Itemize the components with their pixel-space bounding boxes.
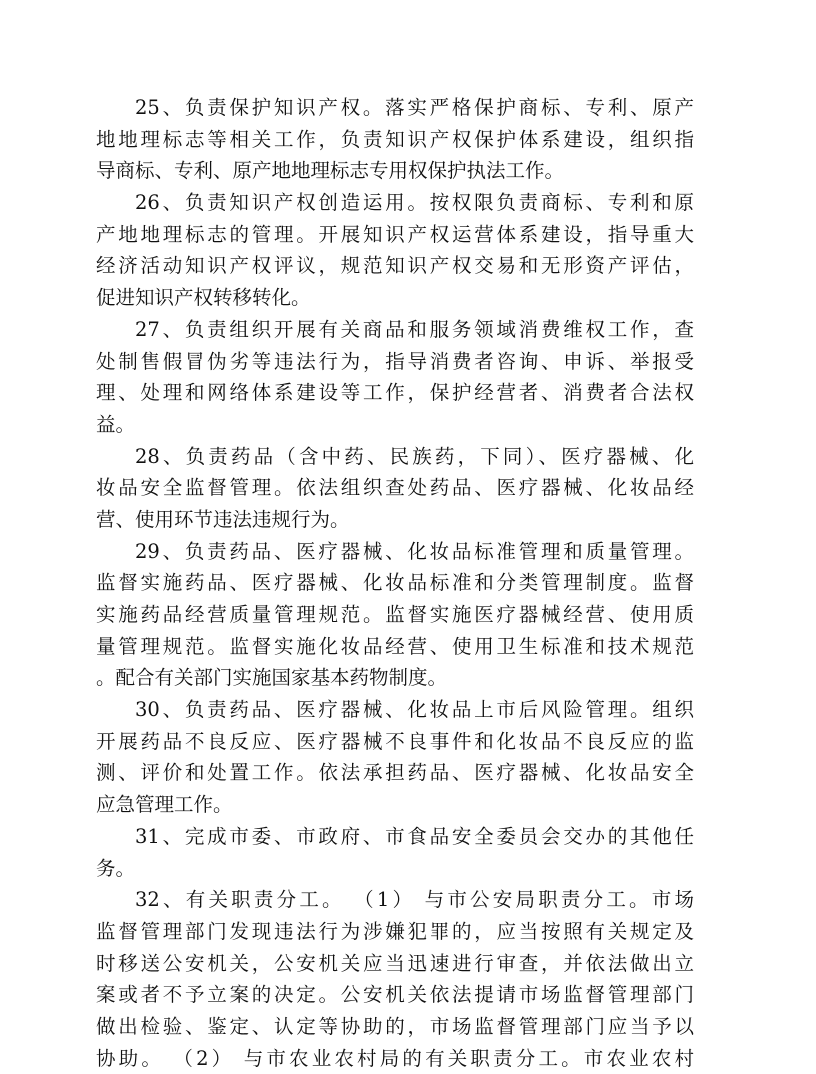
paragraph-line: 导商标、专利、原产地地理标志专用权保护执法工作。 [96,159,565,183]
paragraph-line: 营、使用环节违法违规行为。 [96,507,350,531]
paragraph-line: 监督实施药品、医疗器械、化妆品标准和分类管理制度。监督 [96,571,694,595]
paragraph-line: 27、负责组织开展有关商品和服务领域消费维权工作，查 [135,317,694,341]
paragraph-line: 处制售假冒伪劣等违法行为，指导消费者咨询、申诉、举报受 [96,349,694,373]
paragraph-line: 。配合有关部门实施国家基本药物制度。 [96,666,448,690]
paragraph-line: 实施药品经营质量管理规范。监督实施医疗器械经营、使用质 [96,603,694,626]
paragraph-line: 监督管理部门发现违法行为涉嫌犯罪的，应当按照有关规定及 [96,919,694,943]
paragraph-line: 量管理规范。监督实施化妆品经营、使用卫生标准和技术规范 [96,634,694,658]
paragraph-line: 31、完成市委、市政府、市食品安全委员会交办的其他任 [135,824,694,848]
paragraph-line: 应急管理工作。 [96,793,233,817]
paragraph-line: 25、负责保护知识产权。落实严格保护商标、专利、原产 [135,96,694,119]
paragraph-line: 妆品安全监督管理。依法组织查处药品、医疗器械、化妆品经 [96,476,694,500]
paragraph-25 [96,92,694,187]
paragraph-line: 32、有关职责分工。 （1） 与市公安局职责分工。市场 [135,888,694,912]
paragraph-line: 26、负责知识产权创造运用。按权限负责商标、专利和原 [135,191,694,215]
paragraph-line: 时移送公安机关，公安机关应当迅速进行审查，并依法做出立 [96,951,694,975]
paragraph-line: 30、负责药品、医疗器械、化妆品上市后风险管理。组织 [135,698,694,722]
paragraph-26 [96,187,694,314]
paragraph-29 [96,536,694,694]
paragraph-line: 经济活动知识产权评议，规范知识产权交易和无形资产评估， [96,254,694,278]
paragraph-line: 理、处理和网络体系建设等工作，保护经营者、消费者合法权 [96,381,694,405]
paragraph-line: 做出检验、鉴定、认定等协助的，市场监督管理部门应当予以 [96,1014,694,1038]
paragraph-line: 协助。 （2） 与市农业农村局的有关职责分工。市农业农村 [96,1046,694,1070]
paragraph-line: 28、负责药品（含中药、民族药，下同）、医疗器械、化 [135,444,694,468]
paragraph-line: 务。 [96,856,136,880]
paragraph-line: 29、负责药品、医疗器械、化妆品标准管理和质量管理。 [135,539,694,563]
paragraph-31 [96,821,694,884]
paragraph-30 [96,694,694,821]
paragraph-line: 测、评价和处置工作。依法承担药品、医疗器械、化妆品安全 [96,761,694,785]
paragraph-line: 开展药品不良反应、医疗器械不良事件和化妆品不良反应的监 [96,729,694,753]
paragraph-line: 促进知识产权转移转化。 [96,286,311,310]
paragraph-line: 案或者不予立案的决定。公安机关依法提请市场监督管理部门 [96,983,694,1007]
document-body [96,92,694,1074]
paragraph-line: 地地理标志等相关工作，负责知识产权保护体系建设，组织指 [96,127,694,151]
paragraph-line: 益。 [96,412,136,436]
paragraph-28 [96,441,694,536]
paragraph-32 [96,884,694,1074]
paragraph-line: 产地地理标志的管理。开展知识产权运营体系建设，指导重大 [96,222,694,246]
paragraph-27 [96,314,694,441]
